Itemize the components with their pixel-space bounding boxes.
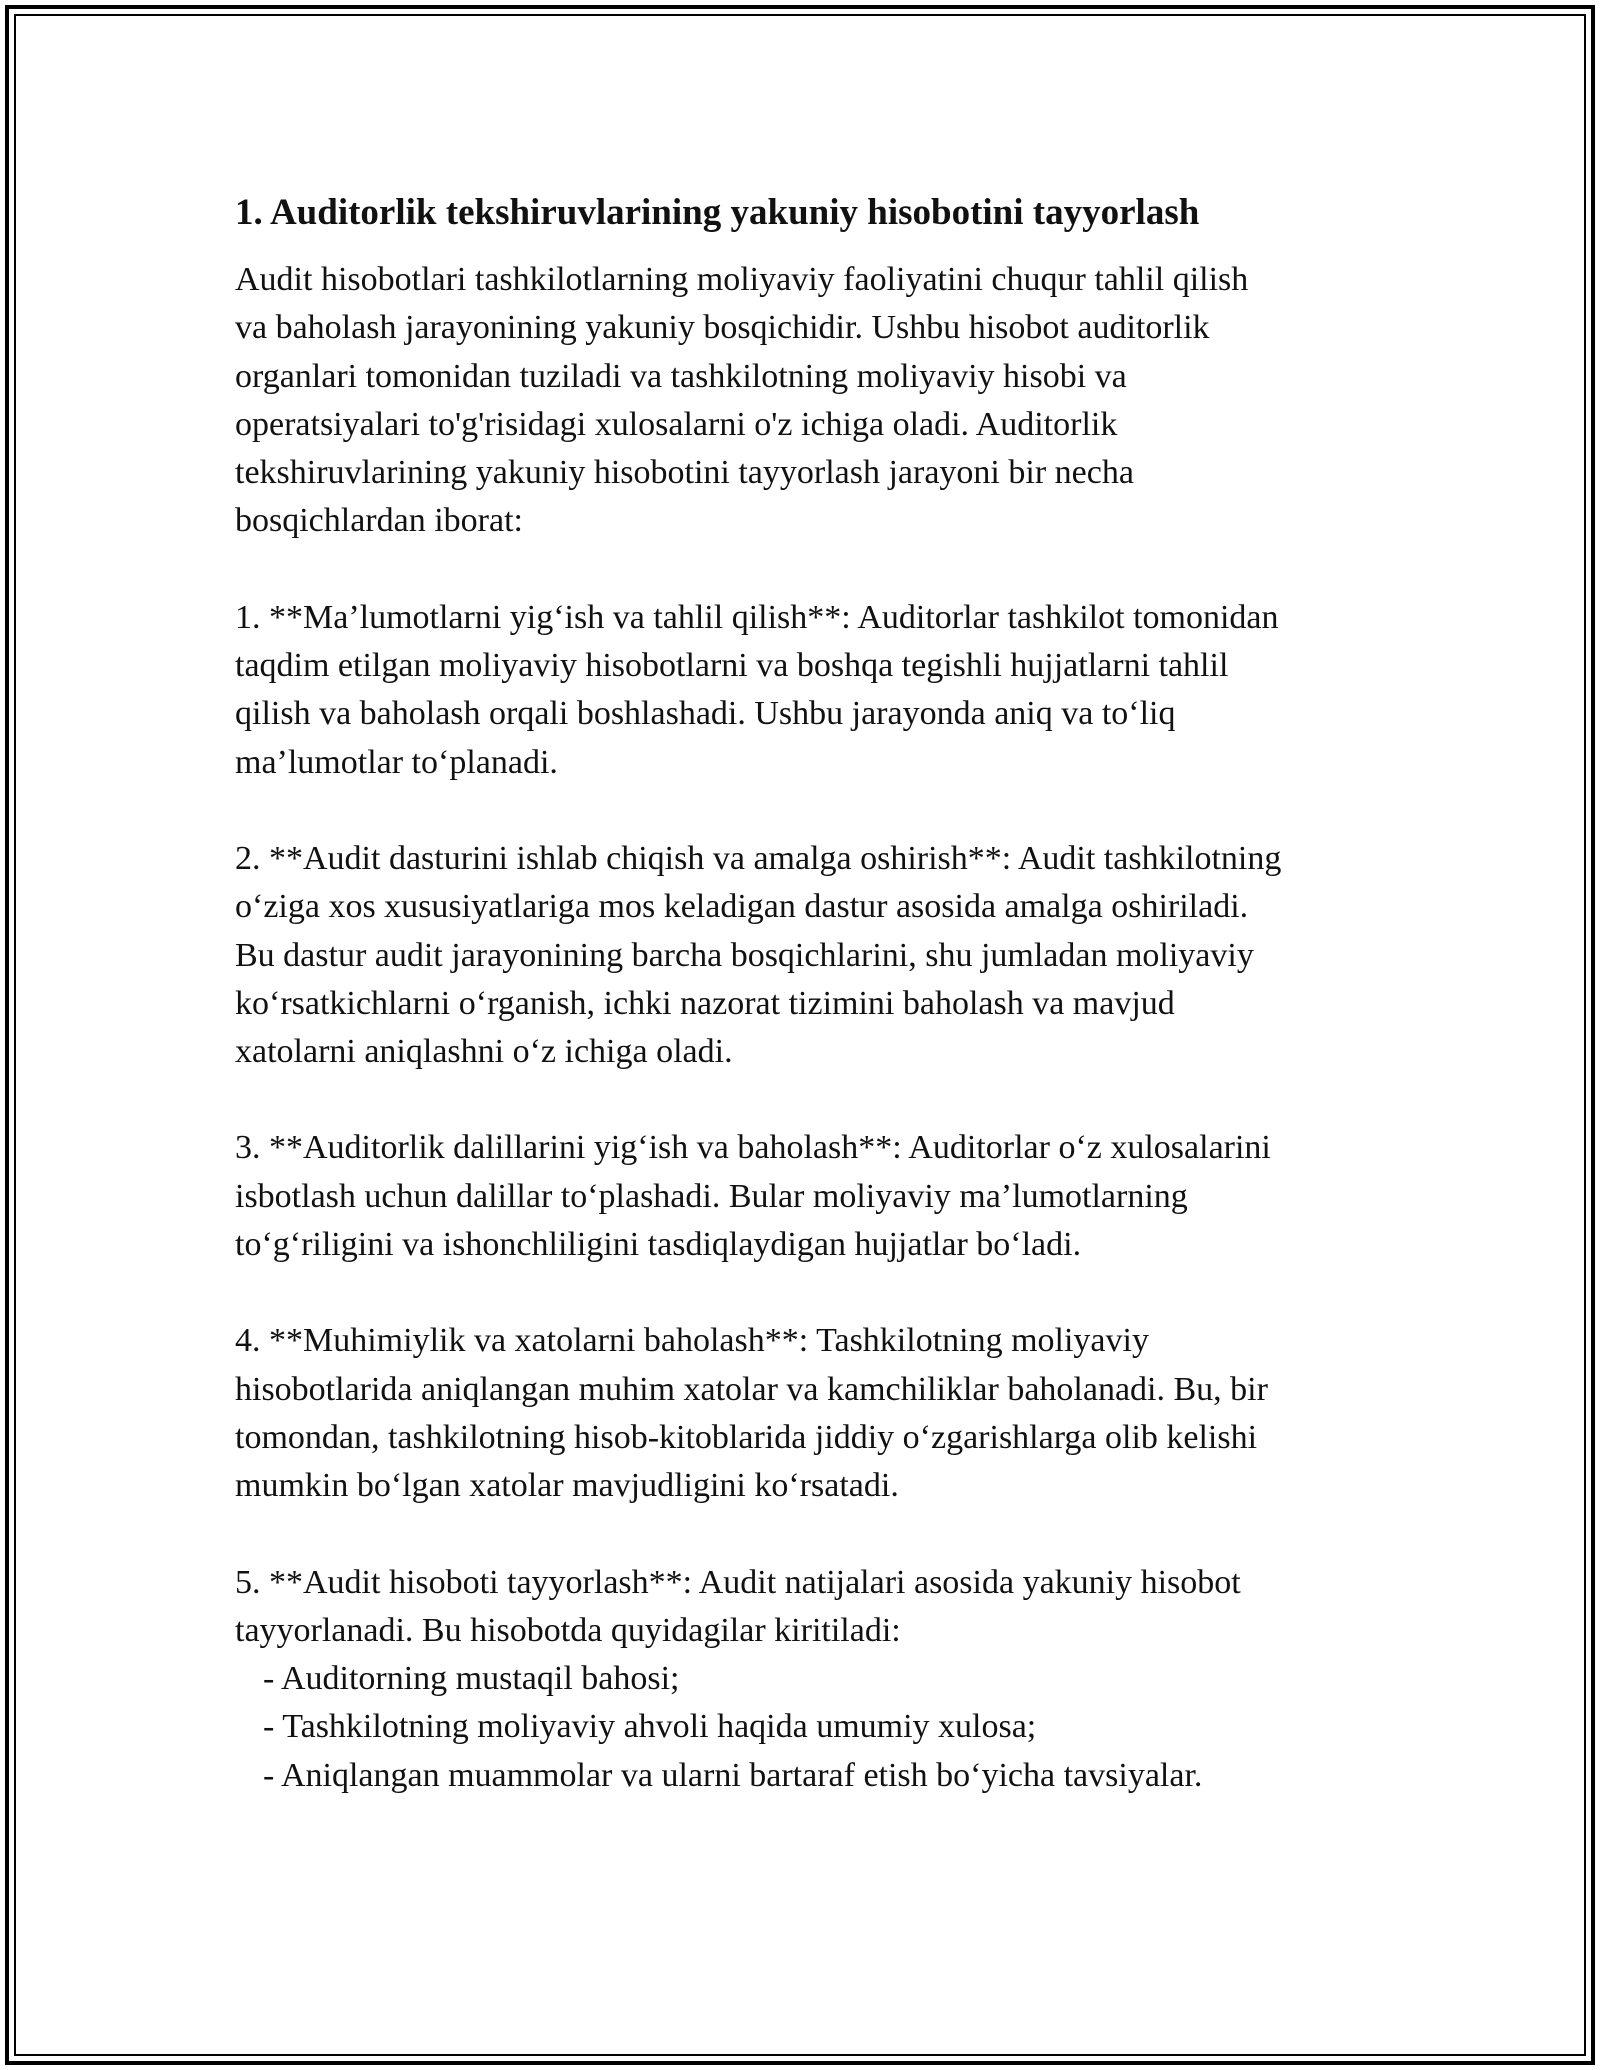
step-paragraph-4: 4. **Muhimiylik va xatolarni baholash**: Tashkilotning moliyaviy hisobotlarida aniqlangan muhim xatolar va kamchiliklar baholanadi. Bu, bir tomondan, tashkilotning hisob-kitoblarida jiddiy o‘zgarishlarga olib kelishi mumkin bo‘lgan xatolar mavjudligini ko‘rsatadi.: [235, 1322, 1268, 1505]
intro-paragraph: Audit hisobotlari tashkilotlarning moliyaviy faoliyatini chuqur tahlil qilish va baholash jarayonining yakuniy bosqichidir. Ushbu hisobot auditorlik organlari tomonidan tuziladi va tashkilotning moliyaviy hisobi va operatsiyalari to'g'risidagi xulosalarni o'z ichiga oladi. Auditorlik tekshiruvlarining yakuniy hisobotini tayyorlash jarayoni bir necha bosqichlardan iborat:: [235, 261, 1249, 540]
section-heading: 1. Auditorlik tekshiruvlarining yakuniy hisobotini tayyorlash: [235, 192, 1200, 233]
report-contents-list: [235, 1655, 1385, 1800]
document-body: [235, 184, 1385, 1800]
list-item: - Auditorning mustaqil bahosi;: [263, 1660, 680, 1698]
list-item: - Tashkilotning moliyaviy ahvoli haqida umumiy xulosa;: [263, 1708, 1037, 1746]
list-item: - Aniqlangan muammolar va ularni bartaraf etish bo‘yicha tavsiyalar.: [263, 1756, 1203, 1794]
step-paragraph-5: 5. **Audit hisoboti tayyorlash**: Audit natijalari asosida yakuniy hisobot tayyorlanadi. Bu hisobotda quyidagilar kiritiladi:: [235, 1563, 1241, 1649]
step-paragraph-3: 3. **Auditorlik dalillarini yig‘ish va baholash**: Auditorlar o‘z xulosalarini isbotlash uchun dalillar to‘plashadi. Bular moliyaviy ma’lumotlarning to‘g‘riligini va ishonchliligini tasdiqlaydigan hujjatlar bo‘ladi.: [235, 1129, 1271, 1264]
step-paragraph-1: 1. **Ma’lumotlarni yig‘ish va tahlil qilish**: Auditorlar tashkilot tomonidan taqdim etilgan moliyaviy hisobotlarni va boshqa tegishli hujjatlarni tahlil qilish va baholash orqali boshlashadi. Ushbu jarayonda aniq va to‘liq ma’lumotlar to‘planadi.: [235, 598, 1279, 781]
step-paragraph-2: 2. **Audit dasturini ishlab chiqish va amalga oshirish**: Audit tashkilotning o‘ziga xos xususiyatlariga mos keladigan dastur asosida amalga oshiriladi. Bu dastur audit jarayonining barcha bosqichlarini, shu jumladan moliyaviy ko‘rsatkichlarni o‘rganish, ichki nazorat tizimini baholash va mavjud xatolarni aniqlashni o‘z ichiga oladi.: [235, 839, 1282, 1071]
